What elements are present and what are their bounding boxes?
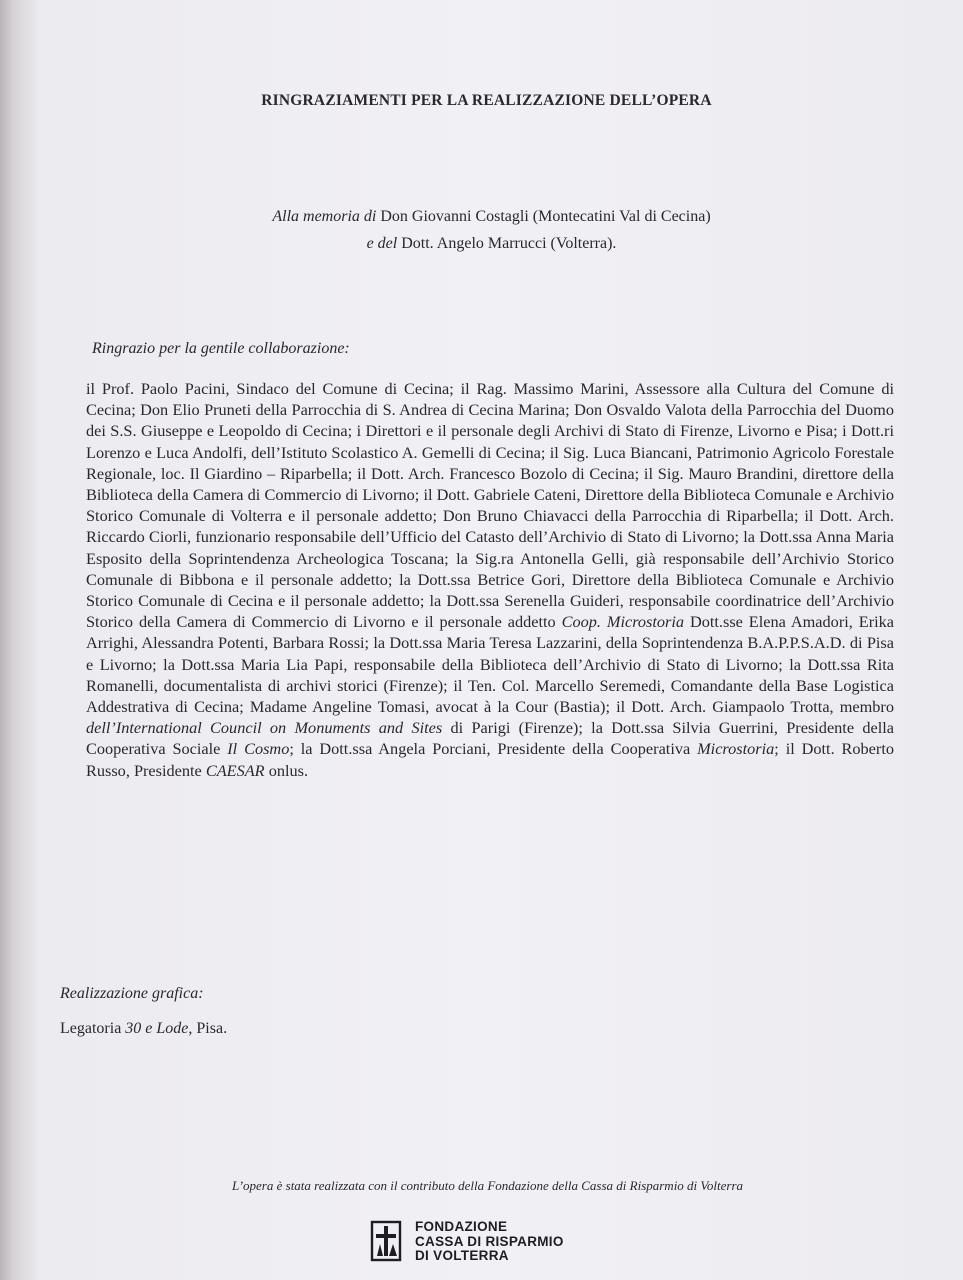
acknowledgement-body: il Prof. Paolo Pacini, Sindaco del Comune di Cecina; il Rag. Massimo Marini, Assessore alla Cultura del Comune di Cecina; Don Elio Pruneti della Parrocchia di S. Andrea di Cecina Marina; Don Osvaldo Valota della Parrocchia del Duomo dei S.S. Giuseppe e Leopoldo di Cecina; i Direttori e il personale degli Archivi di Stato di Firenze, Livorno e Pisa; i Dott.ri Lorenzo e Luca Andolfi, dell’Istituto Scolastico A. Gemelli di Cecina; il Sig. Luca Biancani, Patrimonio Agricolo Forestale Regionale, loc. Il Giardino – Riparbella; il Dott. Arch. Francesco Bozolo di Cecina; il Sig. Mauro Brandini, direttore della Biblioteca della Camera di Commercio di Livorno; il Dott. Gabriele Cateni, Direttore della Biblioteca Comunale e Archivio Storico Comunale di Volterra e il personale addetto; Don Bruno Chiavacci della Parrocchia di Riparbella; il Dott. Arch. Riccardo Ciorli, funzionario responsabile dell’Ufficio del Catasto dell’Archivio di Stato di Livorno; la Dott.ssa Anna Maria Esposito della Soprintendenza Archeologica Toscana; la Sig.ra Antonella Gelli, già responsabile dell’Archivio Storico Comunale di Bibbona e il personale addetto; la Dott.ssa Betrice Gori, Direttore della Biblioteca Comunale e Archivio Storico Comunale di Cecina e il personale addetto; la Dott.ssa Serenella Guideri, responsabile coordinatrice dell’Archivio Storico della Camera di Commercio di Livorno e il personale addetto Coop. Microstoria Dott.sse Elena Amadori, Erika Arrighi, Alessandra Potenti, Barbara Rossi; la Dott.ssa Maria Teresa Lazzarini, della Soprintendenza B.A.P.P.S.A.D. di Pisa e Livorno; la Dott.ssa Maria Lia Papi, responsabile della Biblioteca dell’Archivio di Stato di Livorno; la Dott.ssa Rita Romanelli, documentalista di archivi storici (Firenze); il Ten. Col. Marcello Seremedi, Comandante della Base Logistica Addestrativa di Cecina; Madame Angeline Tomasi, avocat à la Cour (Bastia); il Dott. Arch. Giampaolo Trotta, membro dell’International Council on Monuments and Sites di Parigi (Firenze); la Dott.ssa Silvia Guerrini, Presidente della Cooperativa Sociale Il Cosmo; la Dott.ssa Angela Porciani, Presidente della Cooperativa Microstoria; il Dott. Roberto Russo, Presidente CAESAR onlus.: [86, 379, 895, 780]
page-title: RINGRAZIAMENTI PER LA REALIZZAZIONE DELL’OPERA: [261, 92, 712, 109]
fondazione-crv-emblem-icon: [370, 1220, 410, 1268]
foundation-logo-text: FONDAZIONE CASSA DI RISPARMIO DI VOLTERRA: [415, 1219, 564, 1263]
graphic-credit-value: Legatoria 30 e Lode, Pisa.: [60, 1020, 228, 1037]
funding-note: L’opera è stata realizzata con il contributo della Fondazione della Cassa di Risparmio di Volterra: [231, 1178, 744, 1193]
dedication-line-1: Alla memoria di Don Giovanni Costagli (Montecatini Val di Cecina): [272, 208, 711, 225]
acknowledgement-intro: Ringrazio per la gentile collaborazione:: [92, 340, 350, 357]
dedication-line-2: e del Dott. Angelo Marrucci (Volterra).: [366, 235, 617, 252]
dedication: [0, 203, 963, 257]
graphic-credit-label: Realizzazione grafica:: [60, 985, 204, 1002]
foundation-logo: [370, 1220, 564, 1268]
